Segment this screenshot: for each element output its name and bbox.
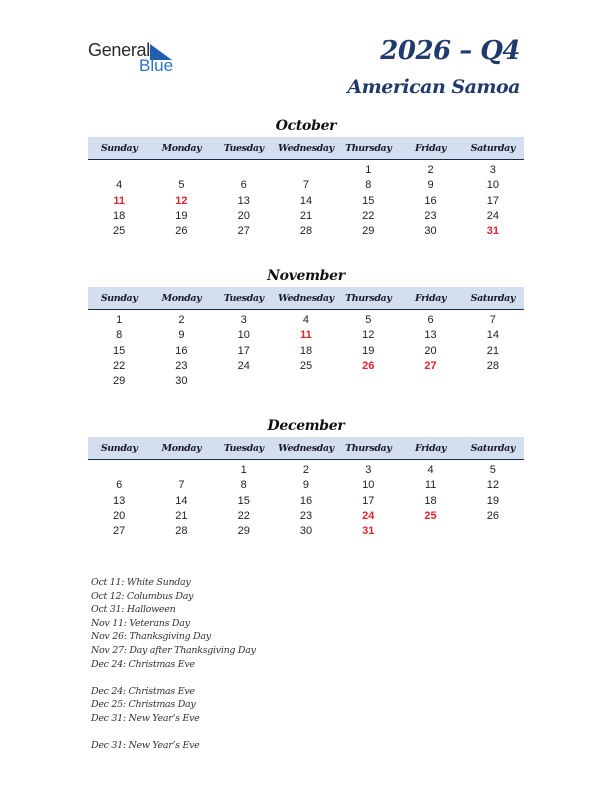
day-cell: 28 <box>175 525 188 538</box>
week-row <box>88 359 524 374</box>
day-cell: 3 <box>365 464 372 476</box>
day-cell: 2 <box>178 314 185 326</box>
holiday-note: Nov 11: Veterans Day <box>91 617 190 629</box>
holiday-note: Dec 31: New Year’s Eve <box>91 712 200 724</box>
holiday-day-cell: 24 <box>362 509 375 522</box>
week-row <box>88 328 524 343</box>
day-cell: 15 <box>237 494 250 507</box>
weekday-header <box>88 137 524 160</box>
day-cell: 5 <box>178 179 185 192</box>
day-cell: 28 <box>486 359 499 372</box>
day-cell: 29 <box>237 525 250 538</box>
empty-day-cell <box>213 374 275 389</box>
day-cell: 10 <box>486 179 499 192</box>
day-cell: 8 <box>365 179 372 192</box>
holiday-day-cell: 27 <box>424 359 437 372</box>
holiday-day-cell: 31 <box>362 525 375 538</box>
month-name: December <box>267 418 345 434</box>
week-row <box>88 524 524 539</box>
holiday-note: Oct 12: Columbus Day <box>91 590 194 602</box>
holiday-day-cell: 12 <box>175 194 188 207</box>
day-cell: 16 <box>175 344 188 357</box>
weekday-label: Sunday <box>100 293 138 304</box>
weekday-label: Monday <box>161 443 202 454</box>
day-cell: 17 <box>486 194 499 207</box>
holiday-note: Nov 26: Thanksgiving Day <box>91 631 211 643</box>
weekday-header <box>88 287 524 310</box>
page-subtitle: American Samoa <box>347 76 520 98</box>
empty-day-cell <box>150 163 212 178</box>
holiday-note: Dec 24: Christmas Eve <box>91 658 195 670</box>
day-cell: 15 <box>113 344 126 357</box>
weekday-label: Tuesday <box>223 293 264 304</box>
day-cell: 29 <box>362 225 375 238</box>
day-cell: 26 <box>175 225 188 238</box>
month-october <box>88 117 524 239</box>
day-cell: 10 <box>362 479 375 492</box>
day-cell: 8 <box>116 329 123 342</box>
week-row <box>88 509 524 524</box>
day-cell: 19 <box>486 494 499 507</box>
weekday-label: Tuesday <box>223 143 264 154</box>
day-cell: 18 <box>299 344 313 357</box>
day-cell: 1 <box>240 464 247 476</box>
day-cell: 13 <box>424 329 437 342</box>
day-cell: 30 <box>175 375 188 388</box>
weekday-header <box>88 437 524 460</box>
weekday-label: Wednesday <box>278 143 334 154</box>
holiday-day-cell: 25 <box>424 509 437 522</box>
week-row <box>88 163 524 178</box>
day-cell: 3 <box>240 314 247 326</box>
empty-day-cell <box>88 463 150 478</box>
weekday-label: Thursday <box>345 143 392 154</box>
day-cell: 25 <box>299 359 313 372</box>
day-cell: 1 <box>116 314 123 326</box>
weekday-label: Saturday <box>470 293 516 304</box>
weekday-label: Saturday <box>470 443 516 454</box>
day-cell: 10 <box>237 329 250 342</box>
day-cell: 7 <box>489 314 496 326</box>
day-cell: 8 <box>240 479 247 492</box>
logo-word-general: General <box>88 40 150 60</box>
day-cell: 4 <box>116 179 123 192</box>
day-cell: 13 <box>237 194 250 207</box>
day-cell: 9 <box>427 179 434 192</box>
day-cell: 5 <box>365 314 372 326</box>
weekday-label: Wednesday <box>278 443 334 454</box>
week-row <box>88 463 524 478</box>
day-cell: 21 <box>299 209 313 222</box>
week-row <box>88 344 524 359</box>
holiday-note: Oct 31: Halloween <box>91 604 176 616</box>
day-cell: 5 <box>489 464 496 476</box>
day-cell: 1 <box>365 164 372 176</box>
notes-gap <box>91 671 256 685</box>
holiday-day-cell: 26 <box>362 359 375 372</box>
day-cell: 24 <box>237 359 250 372</box>
day-cell: 24 <box>486 209 499 222</box>
weekday-label: Thursday <box>345 293 392 304</box>
holiday-day-cell: 11 <box>300 329 312 342</box>
day-cell: 21 <box>486 344 499 357</box>
day-cell: 27 <box>237 225 250 238</box>
day-cell: 18 <box>113 209 126 222</box>
notes-gap <box>91 726 256 740</box>
day-cell: 17 <box>237 344 250 357</box>
holiday-note: Dec 25: Christmas Day <box>91 699 196 711</box>
empty-day-cell <box>462 374 524 389</box>
week-row <box>88 209 524 224</box>
holiday-day-cell: 11 <box>113 194 125 207</box>
weekday-label: Friday <box>414 443 447 454</box>
day-cell: 11 <box>424 479 437 492</box>
logo <box>88 40 188 76</box>
empty-day-cell <box>213 163 275 178</box>
page-title: 2026 – Q4 <box>380 36 520 66</box>
day-cell: 7 <box>178 479 185 492</box>
day-cell: 4 <box>427 464 434 476</box>
day-cell: 2 <box>302 464 310 476</box>
weekday-label: Saturday <box>470 143 516 154</box>
day-cell: 19 <box>175 209 188 222</box>
day-cell: 12 <box>486 479 499 492</box>
empty-day-cell <box>275 374 337 389</box>
day-cell: 3 <box>489 164 496 176</box>
day-cell: 27 <box>113 525 126 538</box>
weekday-label: Sunday <box>100 443 138 454</box>
holiday-note: Oct 11: White Sunday <box>91 577 191 588</box>
weekday-label: Wednesday <box>278 293 334 304</box>
day-cell: 21 <box>175 509 188 522</box>
day-cell: 16 <box>299 494 313 507</box>
logo-word-blue: Blue <box>139 56 174 75</box>
day-cell: 18 <box>424 494 437 507</box>
day-cell: 16 <box>424 194 437 207</box>
day-cell: 6 <box>240 179 247 192</box>
day-cell: 30 <box>299 525 313 538</box>
empty-day-cell <box>462 524 524 539</box>
day-cell: 23 <box>299 509 313 522</box>
empty-day-cell <box>150 463 212 478</box>
day-cell: 13 <box>113 494 126 507</box>
empty-day-cell <box>337 374 399 389</box>
day-cell: 22 <box>362 209 375 222</box>
day-cell: 19 <box>362 344 375 357</box>
day-cell: 6 <box>427 314 434 326</box>
month-name: October <box>275 118 337 134</box>
day-cell: 7 <box>302 179 310 192</box>
empty-day-cell <box>275 163 337 178</box>
week-row <box>88 194 524 209</box>
holiday-note: Dec 24: Christmas Eve <box>91 685 195 697</box>
day-cell: 29 <box>113 375 126 388</box>
day-cell: 23 <box>424 209 437 222</box>
weekday-label: Thursday <box>345 443 392 454</box>
holiday-notes <box>91 576 256 753</box>
day-cell: 2 <box>427 164 434 176</box>
day-cell: 23 <box>175 359 188 372</box>
day-cell: 9 <box>302 479 310 492</box>
week-row <box>88 178 524 193</box>
day-cell: 20 <box>237 209 250 222</box>
day-cell: 17 <box>362 494 375 507</box>
weekday-label: Monday <box>161 293 202 304</box>
day-cell: 15 <box>362 194 375 207</box>
weekday-label: Monday <box>161 143 202 154</box>
day-cell: 30 <box>424 225 437 238</box>
month-december <box>88 417 524 539</box>
week-row <box>88 478 524 493</box>
day-cell: 9 <box>178 329 185 342</box>
holiday-note: Nov 27: Day after Thanksgiving Day <box>91 644 256 656</box>
month-name: November <box>267 268 345 284</box>
day-cell: 20 <box>424 344 437 357</box>
day-cell: 14 <box>299 194 313 207</box>
day-cell: 20 <box>113 509 126 522</box>
day-cell: 14 <box>486 329 499 342</box>
day-cell: 26 <box>486 509 499 522</box>
holiday-note: Dec 31: New Year’s Eve <box>91 740 200 752</box>
day-cell: 4 <box>302 314 310 326</box>
day-cell: 22 <box>237 509 250 522</box>
day-cell: 25 <box>113 225 126 238</box>
empty-day-cell <box>88 163 150 178</box>
day-cell: 12 <box>362 329 375 342</box>
day-cell: 22 <box>113 359 126 372</box>
week-row <box>88 313 524 328</box>
day-cell: 14 <box>175 494 188 507</box>
day-cell: 6 <box>116 479 123 492</box>
week-row <box>88 374 524 389</box>
empty-day-cell <box>399 374 461 389</box>
week-row <box>88 224 524 239</box>
weekday-label: Friday <box>414 143 447 154</box>
holiday-day-cell: 31 <box>486 225 499 238</box>
month-november <box>88 267 524 389</box>
day-cell: 28 <box>299 225 313 238</box>
weekday-label: Tuesday <box>223 443 264 454</box>
weekday-label: Friday <box>414 293 447 304</box>
weekday-label: Sunday <box>100 143 138 154</box>
week-row <box>88 494 524 509</box>
empty-day-cell <box>399 524 461 539</box>
